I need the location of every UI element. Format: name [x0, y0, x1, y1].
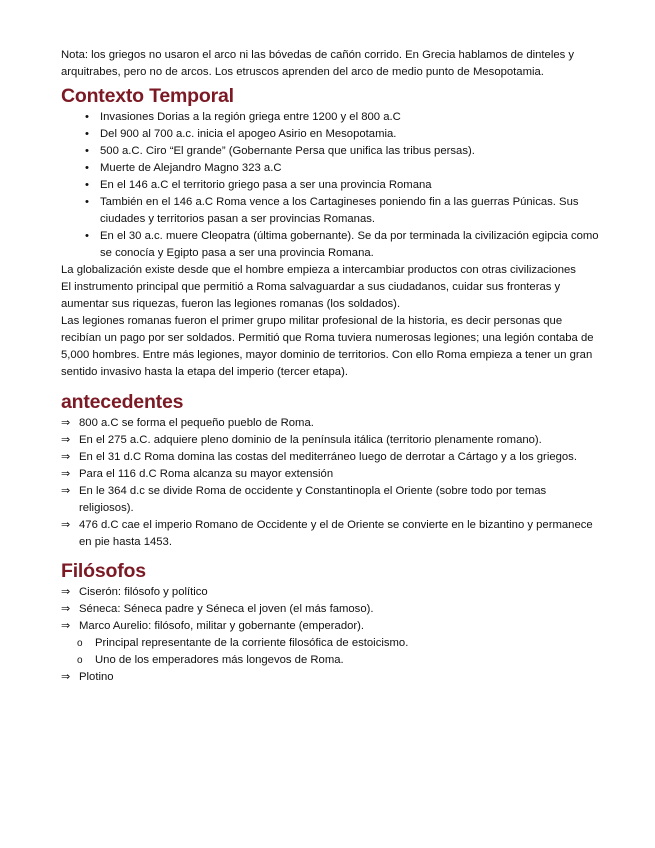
list-item: • También en el 146 a.C Roma vence a los Cartagineses poniendo fin a las guerras Púnicas. Sus ciudades y territorios pasan a ser provincias Romanas.: [85, 196, 579, 225]
heading-contexto-temporal: Contexto Temporal: [61, 85, 234, 107]
contexto-list: [61, 109, 603, 262]
filosofos-list-end: [61, 669, 603, 686]
arrow-icon: ⇒: [61, 603, 71, 615]
list-item: • Muerte de Alejandro Magno 323 a.C: [61, 160, 603, 177]
bullet-icon: •: [85, 196, 89, 208]
filosofos-sub-list: [61, 635, 603, 669]
list-item: ⇒ 800 a.C se forma el pequeño pueblo de Roma.: [61, 415, 603, 432]
arrow-icon: ⇒: [61, 434, 71, 446]
arrow-icon: ⇒: [61, 468, 71, 480]
bullet-icon: •: [85, 179, 89, 191]
bullet-icon: •: [85, 162, 89, 174]
list-item: • Del 900 al 700 a.c. inicia el apogeo Asirio en Mesopotamia.: [61, 126, 603, 143]
list-item: ⇒ Séneca: Séneca padre y Séneca el joven (el más famoso).: [61, 601, 603, 618]
arrow-icon: ⇒: [61, 417, 71, 429]
filosofos-list: [61, 584, 603, 635]
bullet-icon: •: [85, 111, 89, 123]
list-item: ⇒ Marco Aurelio: filósofo, militar y gobernante (emperador).: [61, 618, 603, 635]
arrow-icon: ⇒: [61, 620, 71, 632]
arrow-icon: ⇒: [61, 519, 71, 531]
antecedentes-list: [61, 415, 603, 551]
list-item: ⇒ Ciserón: filósofo y político: [61, 584, 603, 601]
arrow-icon: ⇒: [61, 586, 71, 598]
list-item: ⇒ En el 31 d.C Roma domina las costas del mediterráneo luego de derrotar a Cártago y a los griegos.: [61, 449, 603, 466]
arrow-icon: ⇒: [61, 671, 71, 683]
list-item: ⇒ 476 d.C cae el imperio Romano de Occidente y el de Oriente se convierte en le bizantino y permanece en pie hasta 1453.: [61, 519, 593, 548]
bullet-icon: •: [85, 230, 89, 242]
list-item: ⇒ Para el 116 d.C Roma alcanza su mayor extensión: [61, 466, 603, 483]
list-item: • En el 30 a.c. muere Cleopatra (última gobernante). Se da por terminada la civilización egipcia como se conocía y Egipto pasa a ser una provincia Romana.: [85, 230, 599, 259]
heading-antecedentes: antecedentes: [61, 391, 184, 413]
list-item: • En el 146 a.C el territorio griego pasa a ser una provincia Romana: [61, 177, 603, 194]
bullet-icon: •: [85, 145, 89, 157]
sub-list-item: o Principal representante de la corriente filosófica de estoicismo.: [61, 635, 603, 652]
list-item: • Invasiones Dorias a la región griega entre 1200 y el 800 a.C: [61, 109, 603, 126]
heading-filosofos: Filósofos: [61, 560, 146, 582]
circle-bullet-icon: o: [77, 655, 83, 666]
bullet-icon: •: [85, 128, 89, 140]
list-item: ⇒ En el 275 a.C. adquiere pleno dominio de la península itálica (territorio plenamente romano).: [61, 432, 603, 449]
paragraph-instrumento: El instrumento principal que permitió a Roma salvaguardar a sus ciudadanos, cuidar sus fronteras y aumentar sus riquezas, fueron las legiones romanas (los soldados).: [61, 281, 561, 310]
paragraph-legiones: Las legiones romanas fueron el primer grupo militar profesional de la historia, es decir personas que recibían un pago por ser soldados. Permitió que Roma tuviera numerosas legiones; una legión contaba de 5,000 hombres. Entre más legiones, mayor dominio de territorios. Con ello Roma empieza a tener un gran sentido invasivo hasta la etapa del imperio (tercer etapa).: [61, 315, 594, 378]
note-paragraph: Nota: los griegos no usaron el arco ni las bóvedas de cañón corrido. En Grecia hablamos de dinteles y arquitrabes, pero no de arcos. Los etruscos aprenden del arco de medio punto de Mesopotamia.: [61, 49, 575, 78]
list-item: ⇒ En le 364 d.c se divide Roma de occidente y Constantinopla el Oriente (sobre todo por temas religiosos).: [61, 485, 547, 514]
sub-list-item: o Uno de los emperadores más longevos de Roma.: [61, 652, 603, 669]
list-item: ⇒ Plotino: [61, 669, 603, 686]
paragraph-globalizacion: La globalización existe desde que el hombre empieza a intercambiar productos con otras civilizaciones: [61, 264, 576, 276]
list-item: • 500 a.C. Ciro “El grande” (Gobernante Persa que unifica las tribus persas).: [61, 143, 603, 160]
arrow-icon: ⇒: [61, 485, 71, 497]
arrow-icon: ⇒: [61, 451, 71, 463]
circle-bullet-icon: o: [77, 638, 83, 649]
